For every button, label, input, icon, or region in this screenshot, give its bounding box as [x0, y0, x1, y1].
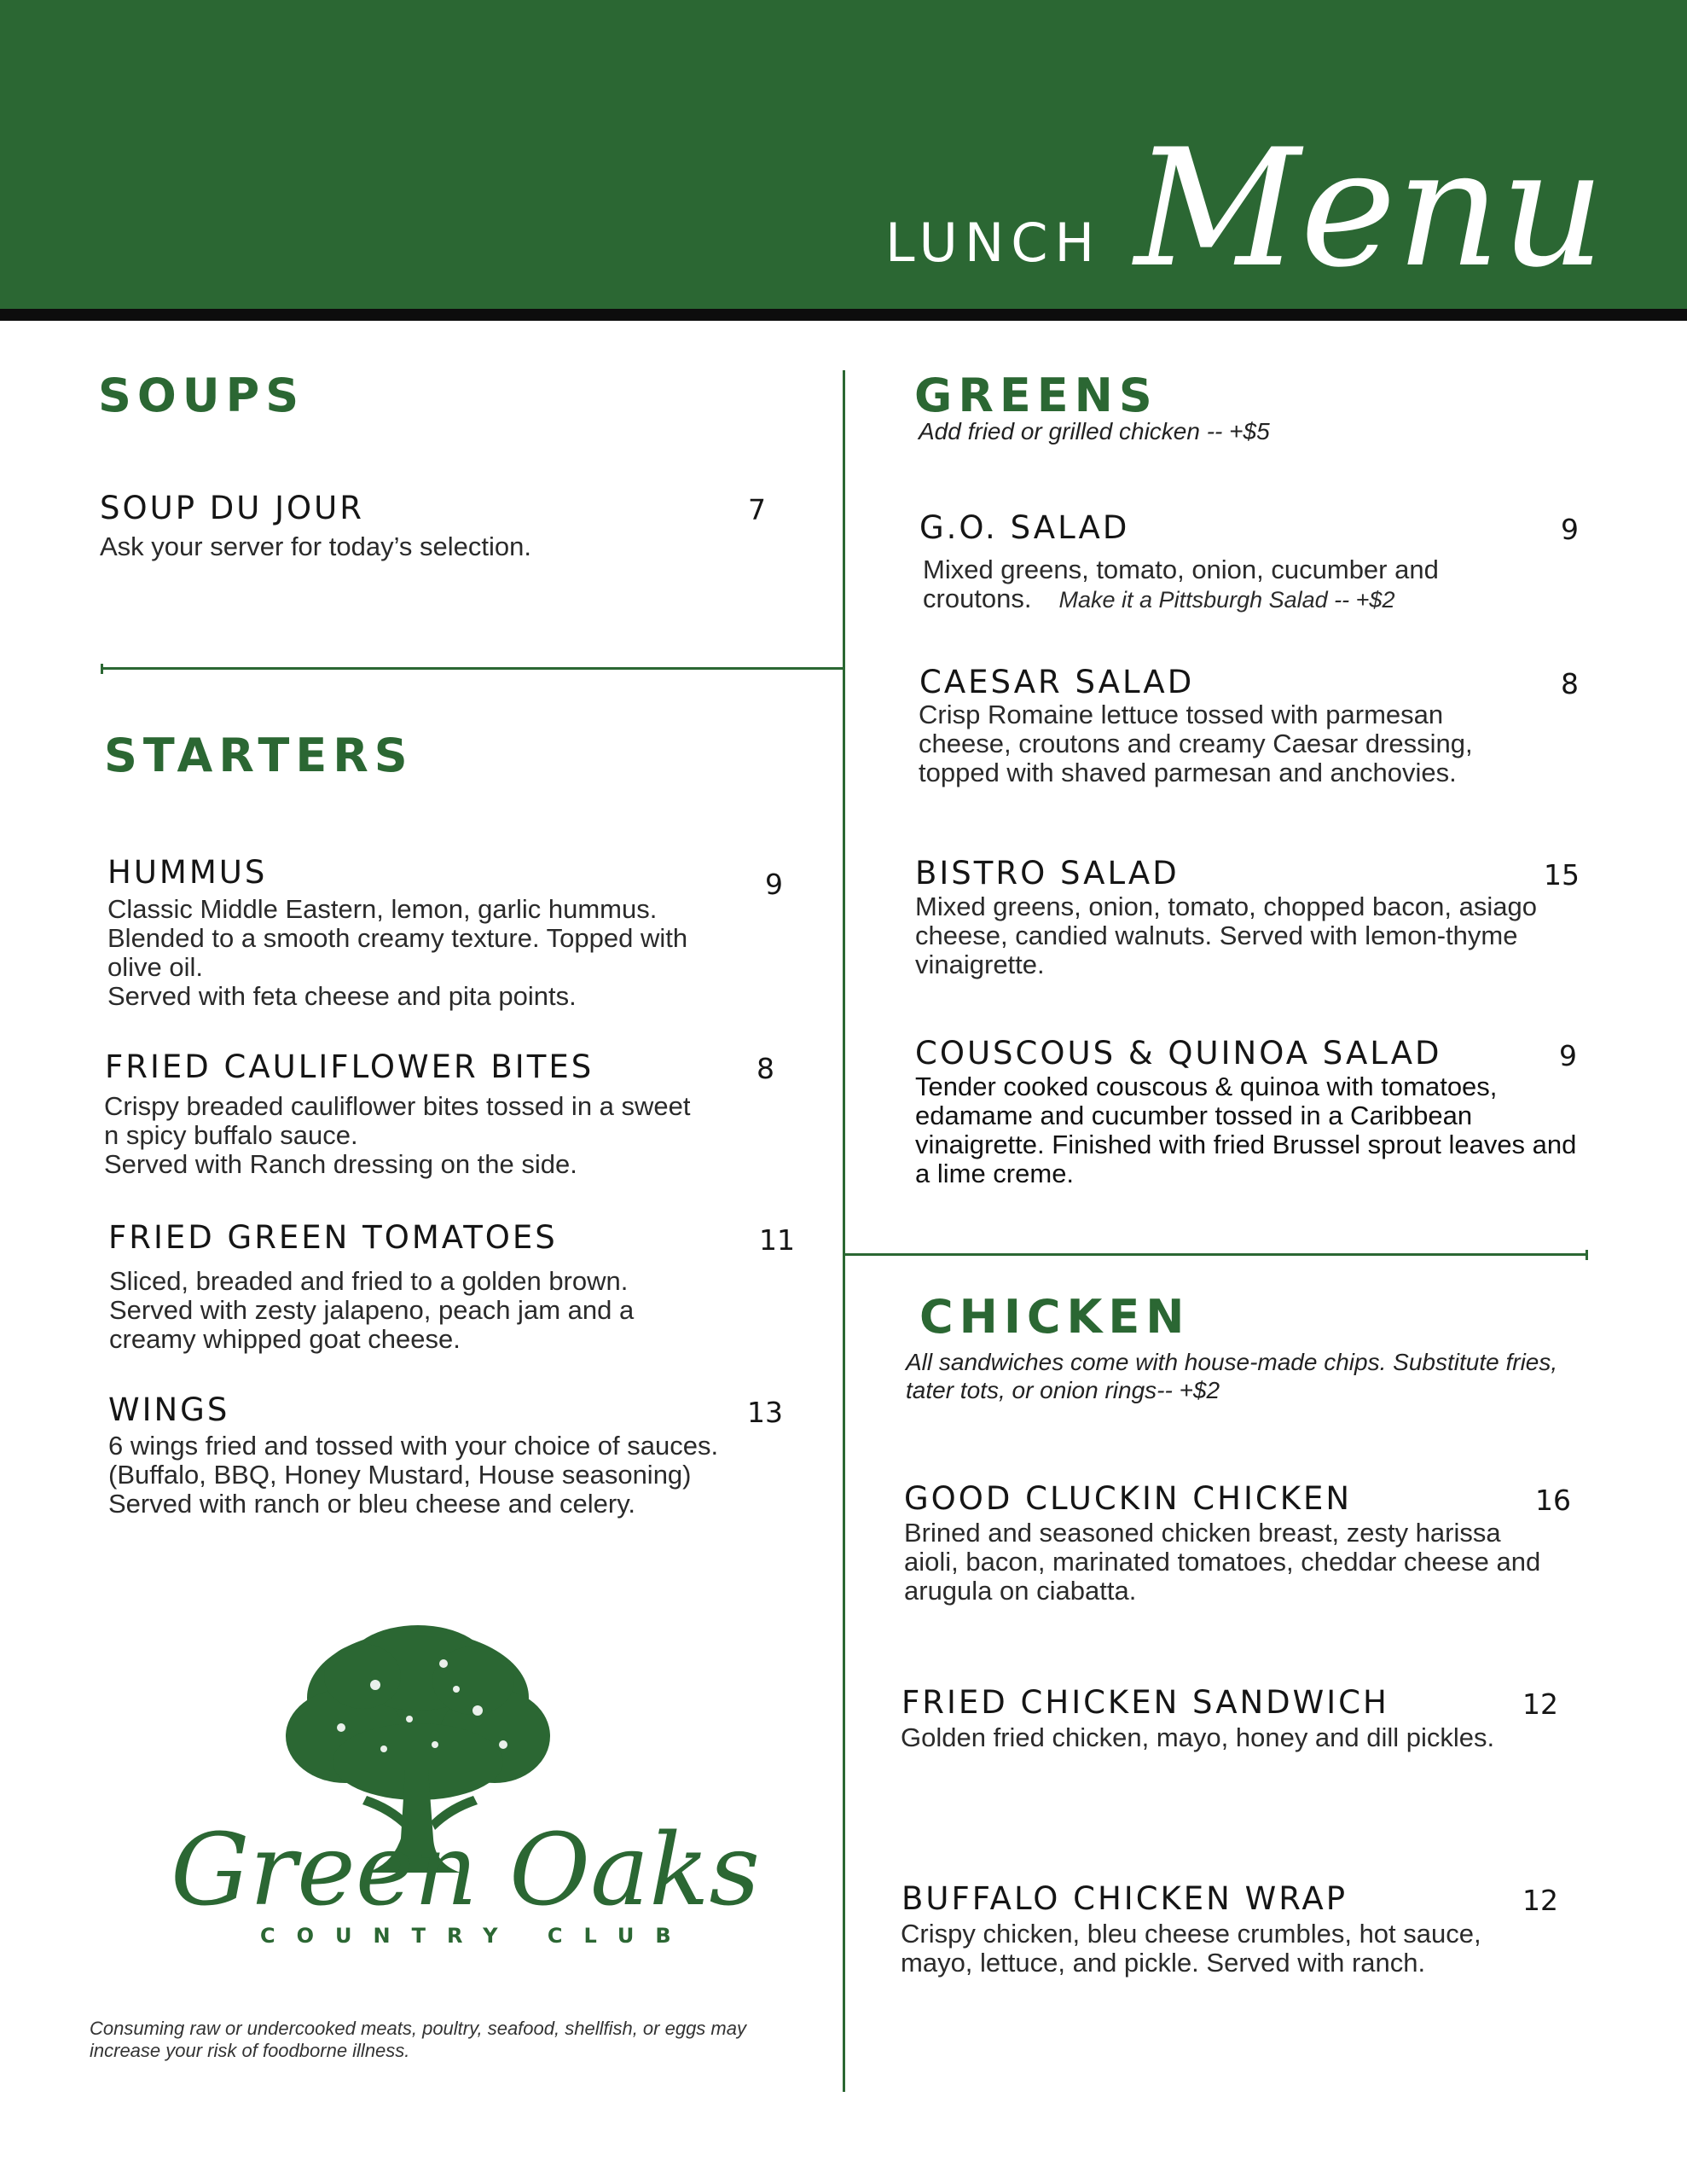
- menu-item-price: 8: [1561, 667, 1579, 700]
- menu-item-name: FRIED GREEN TOMATOES: [108, 1219, 558, 1256]
- greens-divider-cap: [1586, 1250, 1588, 1260]
- menu-item-name: HUMMUS: [107, 854, 268, 891]
- column-divider: [843, 370, 845, 2092]
- menu-item-price: 16: [1535, 1484, 1571, 1517]
- menu-item-desc-line: Crispy breaded cauliflower bites tossed in a sweet n spicy buffalo sauce.: [104, 1091, 691, 1150]
- menu-item-price: 9: [1559, 1039, 1577, 1072]
- menu-item-desc-line: 6 wings fried and tossed with your choice of sauces. (Buffalo, BBQ, Honey Mustard, House seasoning): [108, 1431, 719, 1490]
- menu-item-name: FRIED CHICKEN SANDWICH: [901, 1684, 1389, 1721]
- menu-item-name: BUFFALO CHICKEN WRAP: [901, 1880, 1348, 1917]
- greens-divider: [844, 1253, 1588, 1256]
- menu-item-price: 9: [765, 868, 783, 901]
- menu-item-desc: Sliced, breaded and fried to a golden brown. Served with zesty jalapeno, peach jam and a creamy whipped goat cheese.: [109, 1266, 635, 1354]
- chicken-heading: CHICKEN: [919, 1290, 1191, 1344]
- menu-item-name: BISTRO SALAD: [915, 855, 1180, 892]
- starters-heading: STARTERS: [104, 729, 414, 782]
- soups-divider-cap: [101, 664, 103, 674]
- header-divider: [0, 309, 1687, 321]
- menu-title: Menu: [1134, 114, 1605, 303]
- menu-item-upsell-note: Make it a Pittsburgh Salad -- +$2: [1058, 587, 1395, 613]
- menu-item-desc-text: Mixed greens, tomato, onion, cucumber and croutons.: [923, 555, 1439, 613]
- menu-item-desc: Crispy chicken, bleu cheese crumbles, hot sauce, mayo, lettuce, and pickle. Served with ranch.: [901, 1919, 1481, 1978]
- food-safety-disclaimer: Consuming raw or undercooked meats, poultry, seafood, shellfish, or eggs may increase your risk of foodborne illness.: [90, 2018, 746, 2061]
- menu-item-name: GOOD CLUCKIN CHICKEN: [904, 1480, 1353, 1517]
- greens-heading: GREENS: [914, 369, 1158, 422]
- menu-item-name: CAESAR SALAD: [919, 664, 1195, 700]
- menu-item-desc-line: Served with ranch or bleu cheese and celery.: [108, 1489, 636, 1519]
- menu-item-price: 12: [1522, 1687, 1558, 1721]
- menu-item-name: WINGS: [108, 1391, 230, 1428]
- menu-item-desc-line: Served with feta cheese and pita points.: [107, 981, 577, 1011]
- menu-item-desc: [107, 895, 739, 1011]
- menu-item-desc: Tender cooked couscous & quinoa with tomatoes, edamame and cucumber tossed in a Caribbean vinaigrette. Finished with fried Brussel sprout leaves and a lime creme.: [915, 1072, 1577, 1188]
- menu-item-price: 11: [759, 1223, 795, 1257]
- lunch-label: LUNCH: [885, 212, 1102, 274]
- chicken-note: All sandwiches come with house-made chips. Substitute fries, tater tots, or onion rings-- +$2: [906, 1349, 1558, 1403]
- menu-item-name: SOUP DU JOUR: [100, 490, 364, 526]
- menu-item-price: 13: [747, 1396, 783, 1429]
- soups-heading: SOUPS: [98, 369, 305, 422]
- menu-item-desc: Mixed greens, onion, tomato, chopped bacon, asiago cheese, candied walnuts. Served with lemon-thyme vinaigrette.: [915, 892, 1537, 979]
- menu-item-name: COUSCOUS & QUINOA SALAD: [915, 1035, 1442, 1072]
- menu-item-price: 8: [757, 1052, 774, 1085]
- menu-item-name: FRIED CAULIFLOWER BITES: [105, 1048, 594, 1085]
- menu-item-desc: [923, 555, 1537, 614]
- logo-wordmark: Green Oaks: [171, 1813, 761, 1928]
- menu-item-desc: Crisp Romaine lettuce tossed with parmesan cheese, croutons and creamy Caesar dressing, topped with shaved parmesan and anchovies.: [919, 700, 1473, 787]
- menu-item-desc-line: Classic Middle Eastern, lemon, garlic hummus. Blended to a smooth creamy texture. Topped with olive oil.: [107, 894, 688, 982]
- menu-item-price: 7: [748, 493, 766, 526]
- greens-note: Add fried or grilled chicken -- +$5: [919, 418, 1270, 444]
- menu-item-price: 15: [1544, 858, 1580, 892]
- logo-subtitle: COUNTRY CLUB: [260, 1924, 693, 1948]
- menu-item-desc: [104, 1092, 701, 1179]
- menu-item-name: G.O. SALAD: [919, 509, 1130, 546]
- soups-divider: [101, 667, 844, 670]
- menu-item-desc: [108, 1432, 722, 1519]
- menu-item-price: 12: [1522, 1884, 1558, 1917]
- menu-item-desc: Golden fried chicken, mayo, honey and dill pickles.: [901, 1722, 1495, 1752]
- menu-item-desc: Ask your server for today’s selection.: [100, 531, 531, 561]
- menu-item-price: 9: [1561, 513, 1579, 546]
- menu-item-desc: Brined and seasoned chicken breast, zesty harissa aioli, bacon, marinated tomatoes, cheddar cheese and arugula on ciabatta.: [904, 1518, 1541, 1606]
- menu-item-desc-line: Served with Ranch dressing on the side.: [104, 1149, 577, 1179]
